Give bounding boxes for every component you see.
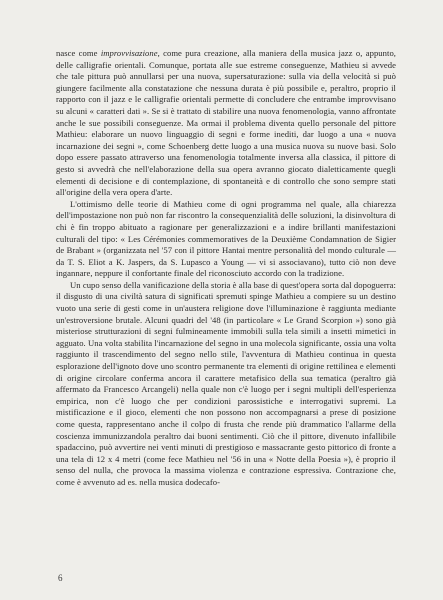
text-run: Un cupo senso della vanificazione della storia è alla base di quest'opera sorta dal dopoguerra: il disgusto di una civiltà satura di significati spremuti spinge Mathieu a compiere su un destino vuoto una serie di gesti come in un'austera religione dove l'illuminazione è raggiunta mediante un'estroversione brutale. Alcuni quadri del '48 (in particolare « Le Grand Scorpion ») sono già misteriose strutturazioni di segni fulmineamente immobili sulla tela simili a insetti mimetici in agguato. Una volta stabilita l'incarnazione del segno in una molecola significante, ossia una volta raggiunto il trascendimento del segno nello stile, l'avventura di Mathieu continua in questa esplorazione dell'ignoto dove uno scontro permanente tra elementi di origine rettilinea e elementi di origine circolare conferma ancora il carattere metafisico della sua tematica (peraltro già affermato da Francesco Arcangeli) nella quale non c'è luogo per i segni multipli dell'esperienza empirica, non c'è luogo che per condizioni parossistiche e interrogativi supremi. La mistificazione e il gioco, elementi che non possono non accompagnarsi a prese di posizione come questa, rappresentano anche il colpo di frusta che rende più drammatico l'allarme della coscienza immunizzandola peraltro dai buoni sentimenti. Ciò che il pittore, divenuto infallibile spadaccino, può avvertire nei venti minuti di prestigioso e massacrante gesto pittorico di fronte a una tela di 12 x 4 metri (come fece Mathieu nel '56 in una « Notte della Poesia »), è proprio il senso del nulla, che provoca la massima violenza e contrazione espressiva. Contrazione che, come è avvenuto ad es. nella musica dodecafo-	[56, 279, 396, 487]
text-run: L'ottimismo delle teorie di Mathieu come di ogni programma nel quale, alla chiarezza dell'impostazione non può non far riscontro la consequenzialità delle soluzioni, la disinvoltura di chi è fin troppo abituato a ragionare per generalizzazioni e a indire brillanti manifestazioni culturali del tipo: « Les Cérémonies commemoratives de la Deuxième Condamnation de Sigier de Brabant » (organizzata nel '57 con il pittore Hantai mentre personalità del mondo culturale — da T. S. Eliot a K. Jaspers, da S. Lupasco a Young — vi si associavano), tutto ciò non deve ingannare, neppure il confortante finale del riconosciuto accordo con la tradizione.	[56, 198, 396, 279]
text-run: , come pura creazione, alla maniera della musica jazz o, appunto, delle calligrafie orientali. Comunque, portata alle sue estreme conseguenze, Mathieu si avvede che tale pittura può annullarsi per una nuova, supersaturazione: sulla via della velocità si può giungere facilmente alla constatazione che nessuna durata è più possibile e, peraltro, proprio il rapporto con il jazz e le calligrafie orientali permette di concludere che entrambe improvvisano su alcuni « caratteri dati ». Se si è trattato di stabilire una nuova fenomenologia, vanno affrontate anche le sue possibili conseguenze. Ma ormai il problema diventa quello personale del pittore Mathieu: elaborare un nuovo linguaggio di segni e forme inediti, dar luogo a una « nuova incarnazione dei segni », come Schoenberg dette luogo a una musica nuova su nuove basi. Solo dopo essere passato attraverso una fenomenologia totalmente inversa alla classica, il pittore di gesto si avvedrà che nell'elaborazione della sua opera avranno giocato dialetticamente quegli elementi di decisione e di contemplazione, di spontaneità e di controllo che sono sempre stati all'origine della vera opera d'arte.	[56, 48, 396, 198]
paragraph	[56, 280, 396, 489]
paragraph	[56, 199, 396, 280]
text-run: nasce come	[56, 48, 101, 58]
body-text	[56, 48, 396, 489]
page-number: 6	[58, 573, 63, 583]
italic-text: improvvisazione	[100, 48, 158, 58]
paragraph	[56, 48, 396, 199]
